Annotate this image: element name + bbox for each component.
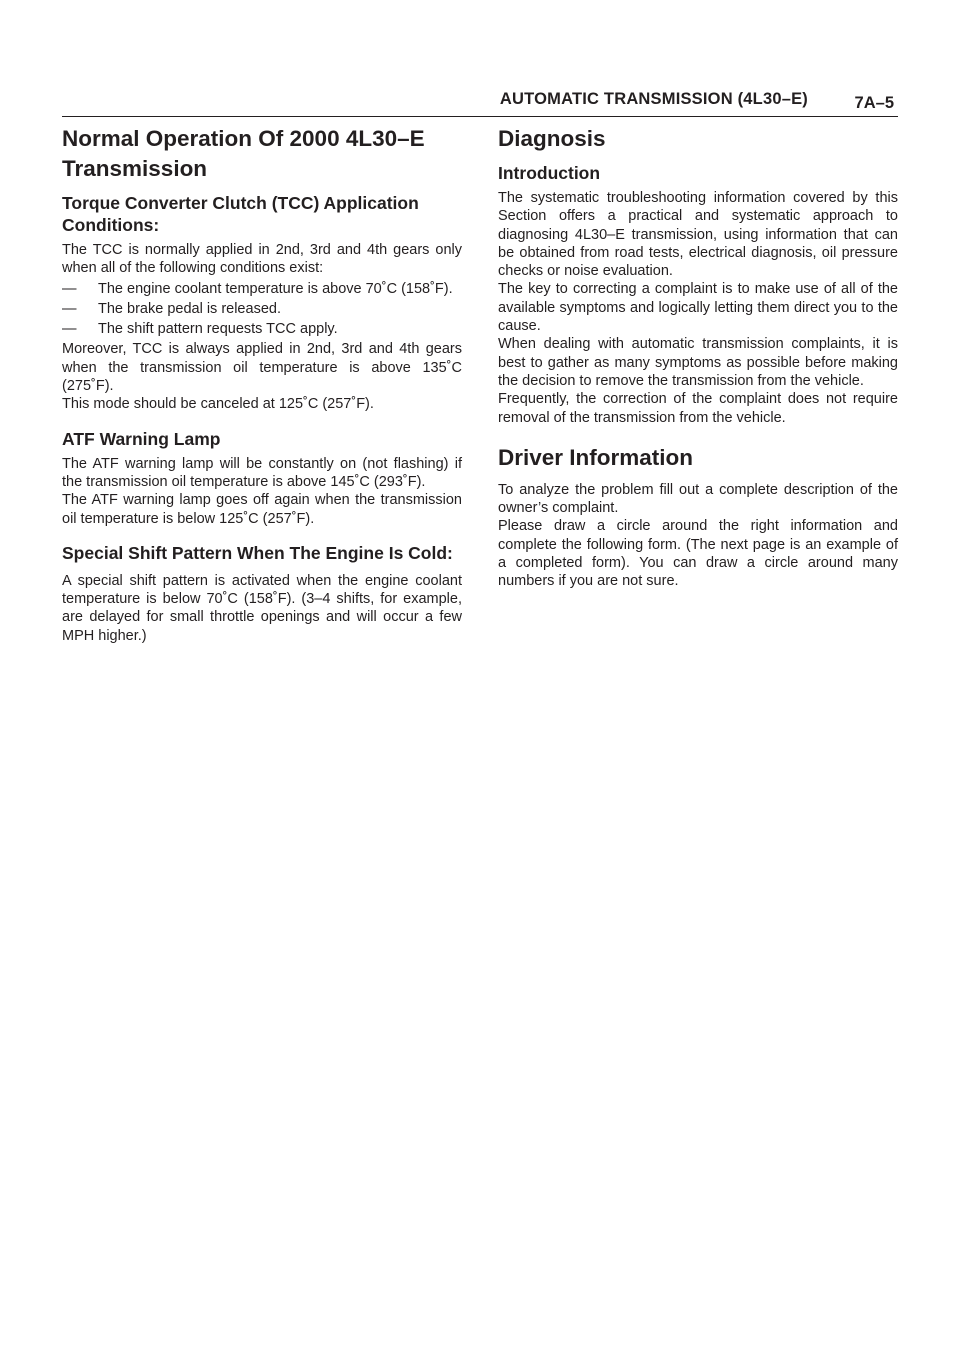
atf-paragraph-2: The ATF warning lamp goes off again when the transmission oil temperature is below 125˚C (257˚F). [62,492,462,527]
heading-introduction: Introduction [498,163,601,183]
atf-paragraph-1: The ATF warning lamp will be constantly on (not flashing) if the transmission oil temperature is above 145˚C (293˚F). [62,455,462,490]
tcc-moreover-paragraph: Moreover, TCC is always applied in 2nd, 3rd and 4th gears when the transmission oil temperature is above 135˚C (275˚F). [62,341,462,395]
driver-paragraph-1: To analyze the problem fill out a complete description of the owner’s complaint. [498,481,898,517]
diagnosis-paragraph-1: The systematic troubleshooting information covered by this Section offers a practical and systematic approach to diagnosing 4L30–E transmission, using information that can be obtained from road tests, electrical diagnosis, oil pressure checks or noise evaluation. [498,190,898,280]
section-title-driver-information: Driver Information [498,444,694,470]
diagnosis-paragraph-3: When dealing with automatic transmission complaints, it is best to gather as many symptoms as possible before making the decision to remove the transmission from the vehicle. [498,336,898,389]
page-header [62,86,898,117]
condition-item: — The engine coolant temperature is above 70˚C (158˚F). [62,280,453,297]
tcc-intro-paragraph: The TCC is normally applied in 2nd, 3rd and 4th gears only when all of the following conditions exist: [62,242,462,277]
page-number: 7A–5 [854,94,894,112]
tcc-cancel-paragraph: This mode should be canceled at 125˚C (257˚F). [62,396,374,413]
section-title-diagnosis: Diagnosis [498,126,606,151]
right-column [498,124,898,591]
heading-special-shift-pattern: Special Shift Pattern When The Engine Is Cold: [62,542,453,563]
condition-item: — The brake pedal is released. [62,300,281,317]
special-shift-paragraph: A special shift pattern is activated when the engine coolant temperature is below 70˚C (158˚F). (3–4 shifts, for example, are delayed for small throttle openings and will occur a few MPH higher.) [62,572,462,644]
section-title-normal-operation: Normal Operation Of 2000 4L30–E Transmission [62,126,425,181]
heading-tcc-conditions: Torque Converter Clutch (TCC) Application Conditions: [62,193,419,235]
condition-item: — The shift pattern requests TCC apply. [62,321,338,338]
heading-atf-warning-lamp: ATF Warning Lamp [62,428,221,449]
left-column [62,124,462,645]
diagnosis-paragraph-2: The key to correcting a complaint is to make use of all of the available symptoms and logically letting them direct you to the cause. [498,281,898,335]
diagnosis-paragraph-4: Frequently, the correction of the complaint does not require removal of the transmission from the vehicle. [498,391,898,426]
header-title: AUTOMATIC TRANSMISSION (4L30–E) [499,90,808,108]
driver-paragraph-2: Please draw a circle around the right information and complete the following form. (The next page is an example of a completed form). You can draw a circle around many numbers if you are not sure. [498,518,898,590]
